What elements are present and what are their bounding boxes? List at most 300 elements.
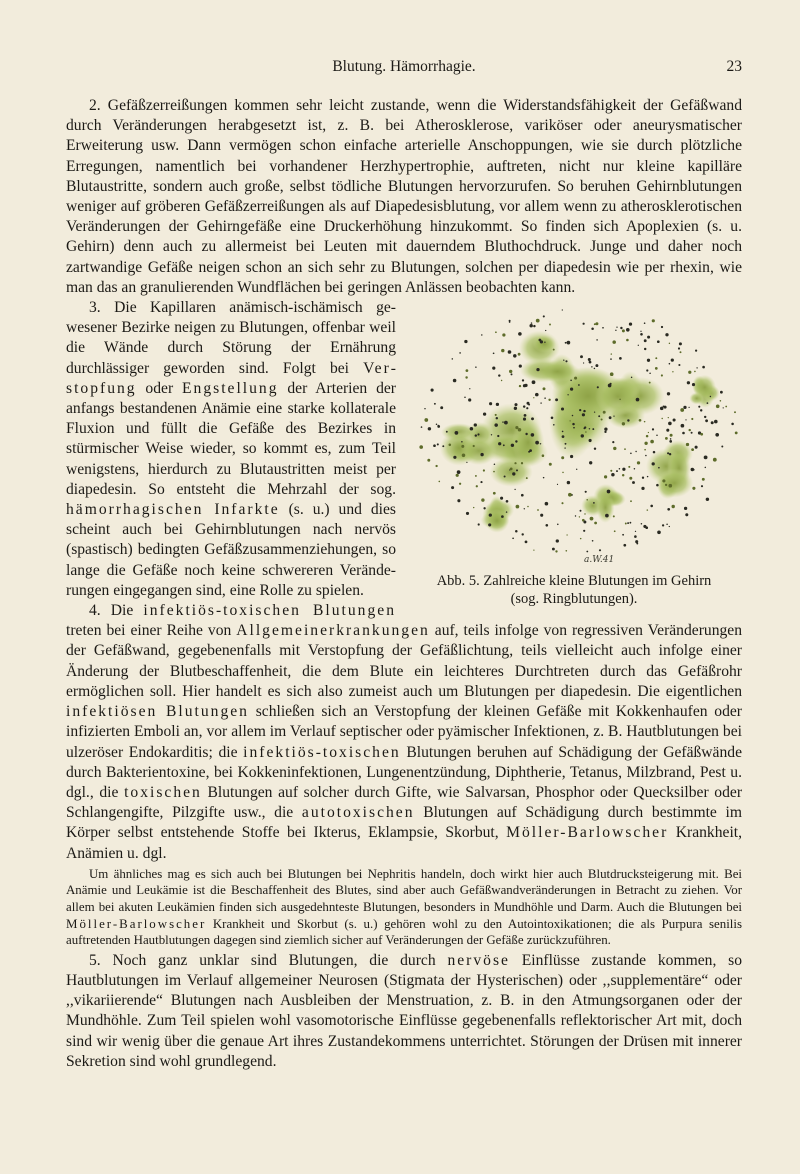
blood-dot (473, 507, 474, 508)
blood-dot (613, 415, 614, 416)
blood-dot (449, 444, 452, 447)
blood-dot (612, 441, 614, 443)
blood-dot (544, 342, 545, 343)
blood-dot (647, 359, 650, 362)
blood-dot (562, 431, 564, 433)
blood-dot (457, 499, 460, 502)
blood-dot (436, 424, 438, 426)
blood-dot (668, 417, 669, 418)
blood-dot (588, 358, 591, 361)
blood-dot (574, 377, 577, 380)
blood-dot (619, 399, 620, 400)
blood-dot (669, 453, 671, 455)
blood-dot (489, 514, 492, 517)
blood-dot (691, 448, 694, 451)
blood-dot (630, 453, 632, 455)
blood-dot (646, 435, 649, 438)
blood-dot (680, 408, 684, 412)
blood-dot (464, 397, 466, 399)
blood-dot (589, 439, 592, 442)
blood-dot (536, 319, 540, 323)
blood-dot (557, 484, 558, 485)
blood-dot (715, 433, 719, 437)
blood-dot (468, 398, 471, 401)
blood-dot (637, 461, 640, 464)
blood-dot (540, 340, 543, 343)
blood-dot (622, 534, 624, 536)
blood-dot (592, 428, 594, 430)
blood-dot (455, 431, 459, 435)
blood-dot (562, 472, 564, 474)
blood-dot (667, 452, 669, 454)
blood-dot (671, 505, 674, 508)
blood-dot (549, 463, 552, 466)
blood-dot (516, 505, 520, 509)
blood-dot (522, 533, 524, 535)
blood-dot (662, 524, 664, 526)
blood-dot (442, 445, 444, 447)
blood-dot (610, 470, 612, 472)
blood-dot (493, 471, 495, 473)
blood-dot (692, 383, 695, 386)
blood-dot (424, 418, 428, 422)
blood-dot (543, 477, 545, 479)
blood-dot (672, 371, 673, 372)
blood-dot (477, 433, 479, 435)
blood-dot (669, 526, 670, 527)
blood-dot (518, 353, 521, 356)
blood-dot (713, 458, 717, 462)
blood-dot (686, 443, 689, 446)
blood-dot (453, 379, 457, 383)
blood-dot (596, 339, 598, 341)
blood-dot (526, 407, 528, 409)
blood-dot (644, 442, 647, 445)
tissue-blotch (485, 509, 509, 533)
blood-dot (660, 407, 664, 411)
blood-dot (544, 397, 546, 399)
blood-dot (511, 373, 513, 375)
blood-dot (572, 423, 574, 425)
blood-dot (525, 433, 527, 435)
blood-dot (501, 349, 504, 352)
blood-dot (610, 358, 612, 360)
blood-dot (695, 446, 698, 449)
blood-dot (466, 462, 467, 463)
blood-dot (552, 548, 555, 551)
blood-dot (519, 385, 521, 387)
blood-dot (483, 469, 485, 471)
blood-dot (562, 435, 565, 438)
blood-dot (646, 369, 648, 371)
blood-dot (680, 351, 682, 353)
blood-dot (693, 469, 695, 471)
blood-dot (556, 539, 559, 542)
blood-dot (545, 330, 546, 331)
blood-dot (427, 459, 430, 462)
blood-dot (565, 550, 567, 552)
blood-dot (483, 507, 485, 509)
blood-dot (582, 413, 585, 416)
blood-dot (531, 322, 532, 323)
blood-dot (665, 333, 668, 336)
blood-dot (470, 427, 474, 431)
blood-dot (645, 455, 647, 457)
running-header (66, 58, 742, 80)
blood-dot (589, 361, 592, 364)
blood-dot (611, 353, 612, 354)
blood-dot (594, 448, 596, 450)
blood-dot (684, 507, 687, 510)
blood-dot (644, 339, 647, 342)
blood-dot (568, 493, 572, 497)
blood-dot (720, 391, 723, 394)
blood-dot (565, 360, 567, 362)
blood-dot (565, 443, 567, 445)
blood-dot (500, 497, 503, 500)
blood-dot (619, 468, 621, 470)
blood-dot (567, 481, 570, 484)
blood-dot (466, 512, 469, 515)
blood-dot (533, 397, 534, 398)
blood-dot (570, 380, 572, 382)
blood-dot (683, 406, 686, 409)
blood-dot (434, 403, 436, 405)
blood-dot (542, 454, 545, 457)
blood-dot (626, 339, 629, 342)
blood-dot (636, 398, 640, 402)
blood-dot (666, 429, 669, 432)
blood-dot (647, 476, 648, 477)
blood-dot (629, 477, 632, 480)
blood-dot (658, 467, 660, 469)
blood-dot (540, 402, 541, 403)
blood-dot (537, 509, 539, 511)
blood-dot (551, 417, 554, 420)
blood-dot (669, 343, 670, 344)
blood-dot (668, 422, 672, 426)
blood-dot (555, 398, 558, 401)
blood-dot (688, 371, 691, 374)
blood-dot (570, 388, 573, 391)
blood-dot (562, 309, 563, 310)
blood-dot (452, 358, 454, 360)
blood-dot (652, 462, 655, 465)
blood-dot (493, 352, 495, 354)
blood-dot (673, 418, 676, 421)
blood-dot (502, 421, 503, 422)
blood-dot (583, 362, 584, 363)
spaced-term: infektiös-toxischen (243, 743, 401, 761)
blood-dot (514, 462, 516, 464)
blood-dot (523, 418, 526, 421)
blood-dot (648, 432, 649, 433)
blood-dot (469, 388, 470, 389)
blood-dot (681, 424, 685, 428)
blood-dot (529, 324, 532, 327)
blood-dot (569, 420, 570, 421)
blood-dot (685, 513, 688, 516)
blood-dot (647, 336, 650, 339)
blood-dot (504, 421, 508, 425)
blood-dot (516, 469, 518, 471)
blood-dot (431, 389, 434, 392)
blood-dot (667, 392, 670, 395)
blood-dot (523, 405, 525, 407)
tissue-blotch (533, 335, 556, 353)
blood-dot (492, 367, 495, 370)
tissue-blotch (693, 375, 716, 400)
blood-dot (521, 462, 523, 464)
blood-dot (514, 407, 517, 410)
blood-dot (583, 530, 585, 532)
blood-dot (466, 369, 469, 372)
blood-dot (725, 406, 727, 408)
blood-dot (584, 426, 586, 428)
brain-hemorrhage-illustration (406, 300, 742, 570)
blood-dot (524, 508, 525, 509)
blood-dot (480, 453, 483, 456)
blood-dot (657, 340, 660, 343)
blood-dot (691, 418, 693, 420)
body-text (66, 96, 742, 1072)
blood-dot (557, 524, 559, 526)
blood-dot (575, 515, 576, 516)
blood-dot (714, 420, 718, 424)
blood-dot (581, 434, 584, 437)
blood-dot (700, 433, 703, 436)
blood-dot (475, 434, 477, 436)
blood-dot (561, 456, 564, 459)
blood-dot (524, 414, 527, 417)
blood-dot (561, 502, 563, 504)
blood-dot (594, 522, 597, 525)
figure-caption (406, 572, 742, 608)
blood-dot (612, 340, 616, 344)
blood-dot (585, 491, 587, 493)
blood-dot (609, 416, 612, 419)
blood-dot (590, 517, 594, 521)
blood-dot (685, 419, 686, 420)
blood-dot (595, 364, 598, 367)
blood-dot (616, 470, 618, 472)
blood-dot (608, 384, 612, 388)
blood-dot (626, 328, 630, 332)
blood-dot (522, 379, 524, 381)
blood-dot (734, 411, 736, 413)
blood-dot (594, 323, 596, 325)
blood-dot (604, 475, 607, 478)
blood-dot (638, 345, 639, 346)
blood-dot (613, 447, 616, 450)
blood-dot (579, 409, 581, 411)
paragraph-3: 3. Die Kapillaren anämisch-ischämisch gewesener Bezirke neigen zu Blutungen, offenbar weil die Wände durch Störung der Ernährung durchlässiger geworden sind. Folgt bei Verstopfung oder Engstellung der Arterien der anfangs bestandenen Anämie eine starke kollaterale Fluxion und füllt die Gefäße des Bezirkes in stürmischer Weise wieder, so kommt es, zum Teil wenigstens, hierdurch zu Blutaustritten meist per diapedesin. So entsteht die Mehrzahl der sog. hämorrhagischen Infarkte (s. u.) und dies scheint auch bei Gehirnblutungen nach nervös (spastisch) bedingten Gefäßzusammenziehungen, so lange die Gefäße noch keine schwereren Veränderungen eingegangen sind, eine Rolle zu spielen. (66, 299, 397, 599)
blood-dot (459, 483, 461, 485)
blood-dot (671, 359, 674, 362)
spaced-term: autotoxischen (301, 804, 415, 822)
blood-dot (451, 486, 454, 489)
blood-dot (465, 376, 467, 378)
blood-dot (570, 455, 573, 458)
blood-dot (526, 477, 528, 479)
blood-dot (593, 502, 595, 504)
blood-dot (446, 431, 448, 433)
blood-dot (515, 426, 518, 429)
blood-dot (461, 445, 464, 448)
blood-dot (515, 440, 517, 442)
blood-dot (665, 437, 668, 440)
blood-dot (605, 514, 609, 518)
blood-dot (511, 444, 514, 447)
blood-dot (661, 418, 662, 419)
blood-dot (598, 415, 600, 417)
blood-dot (644, 449, 646, 451)
blood-dot (656, 484, 659, 487)
blood-dot (635, 451, 636, 452)
blood-dot (462, 454, 466, 458)
blood-dot (475, 366, 477, 368)
blood-dot (506, 500, 509, 503)
blood-dot (576, 469, 577, 470)
blood-dot (627, 419, 629, 421)
blood-dot (580, 510, 582, 512)
blood-dot (453, 456, 456, 459)
blood-dot (501, 380, 502, 381)
blood-dot (687, 381, 690, 384)
blood-dot (518, 332, 522, 336)
paragraph-2: 2. Gefäßzerreißungen kommen sehr leicht zustande, wenn die Widerstandsfähigkeit der Gefäßwand durch Veränderungen herabgesetzt ist, z. B. bei Atherosklerose, variköser oder aneurysmatischer Erweiterung usw. Dann vermögen schon einfache arterielle Anschoppungen, wie sie durch plötzliche Erregungen, namentlich bei vorhandener Herzhypertrophie, auftreten, nicht nur kleine kapilläre Blutaustritte, sondern auch große, selbst tödliche Blutungen hervorzurufen. So beruhen Gehirnblutungen weniger auf gröberen Gefäßzerreißungen als auf Diapedesisblutung, vor allem wenn zu atherosklerotischen Veränderungen der Gehirngefäße eine Druckerhöhung hinzukommt. So finden sich Apoplexien (s. u. Gehirn) denn auch zu allermeist bei Leuten mit dauerndem Bluthochdruck. Junge und daher noch zartwandige Gefäße neigen schon an sich sehr zu Blutungen, solchen per diapedesin wie per rhexin, wie man das an granulierenden Wundflächen bei geringen Anlässen beobachten kann. (66, 97, 742, 296)
blood-dot (642, 477, 644, 479)
blood-dot (641, 523, 643, 525)
blood-dot (553, 424, 555, 426)
blood-dot (716, 405, 720, 409)
blood-dot (473, 445, 475, 447)
blood-dot (489, 402, 492, 405)
blood-dot (585, 431, 587, 433)
blood-dot (692, 487, 695, 490)
blood-dot (513, 354, 516, 357)
tissue-blotch (596, 492, 614, 523)
blood-dot (578, 384, 580, 386)
blood-dot (607, 490, 611, 494)
blood-dot (567, 394, 568, 395)
blood-dot (615, 330, 616, 331)
blood-dot (630, 500, 632, 502)
blood-dot (424, 408, 425, 409)
blood-dot (602, 327, 604, 329)
blood-dot (650, 440, 654, 444)
spaced-term: Verstopfung (66, 359, 396, 397)
blood-dot (521, 494, 524, 497)
blood-dot (543, 387, 546, 390)
blood-dot (506, 511, 507, 512)
blood-dot (583, 323, 585, 325)
blood-dot (689, 429, 691, 431)
blood-dot (464, 340, 467, 343)
blood-dot (670, 434, 673, 437)
blood-dot (723, 407, 724, 408)
tissue-blotch (595, 377, 641, 415)
blood-dot (682, 432, 685, 435)
blood-dot (545, 524, 548, 527)
blood-dot (640, 331, 641, 332)
blood-dot (563, 360, 564, 361)
blood-dot (566, 534, 567, 535)
blood-dot (655, 367, 658, 370)
spaced-term: hämorrhagischen Infarkte (66, 501, 280, 519)
spaced-term: Möller-Barlowscher (66, 916, 207, 931)
page-number: 23 (726, 58, 742, 75)
blood-dot (512, 472, 515, 475)
blood-dot (564, 447, 565, 448)
blood-dot (438, 481, 440, 483)
blood-dot (594, 411, 595, 412)
blood-dot (619, 357, 622, 360)
small-print-note: Um ähnliches mag es sich auch bei Blutungen bei Nephritis handeln, doch wirkt hier auch Blutdrucksteigerung mit. Bei Anämie und Leukämie ist die Beschaffenheit des Blutes, sind aber auch Gefäßwandveränderungen in Betracht zu ziehen. Vor allem bei akuten Leukämien finden sich ausgedehnteste Blutungen, besonders in Mundhöhle und Darm. Auch die Blutungen bei Möller-Barlowscher Krankheit und Skorbut (s. u.) gehören wohl zu den Autointoxikationen; die als Purpura senilis auftretenden Hautblutungen dagegen sind ziemlich sicher auf Veränderungen der Gefäße zurückzuführen. (66, 866, 742, 948)
blood-dot (661, 374, 663, 376)
blood-dot (476, 485, 478, 487)
blood-dot (540, 443, 541, 444)
blood-dot (548, 399, 550, 401)
blood-dot (589, 461, 592, 464)
blood-dot (695, 350, 697, 352)
blood-dot (594, 368, 596, 370)
blood-dot (604, 428, 607, 431)
blood-dot (579, 516, 580, 517)
blood-dot (535, 441, 539, 445)
blood-dot (599, 549, 601, 551)
blood-dot (524, 384, 527, 387)
blood-dot (481, 498, 484, 501)
blood-dot (634, 535, 637, 538)
spaced-term: toxischen (124, 783, 202, 801)
running-title: Blutung. Hämorrhagie. (332, 58, 476, 75)
blood-dot (584, 513, 585, 514)
blood-dot (528, 451, 530, 453)
blood-dot (419, 445, 423, 449)
blood-dot (514, 489, 515, 490)
figure-abb-5 (406, 300, 742, 608)
blood-dot (696, 367, 697, 368)
blood-dot (620, 327, 622, 329)
blood-dot (494, 423, 497, 426)
blood-dot (580, 538, 581, 539)
blood-dot (501, 515, 504, 518)
blood-dot (705, 419, 708, 422)
blood-dot (657, 531, 661, 535)
blood-dot (597, 386, 599, 388)
blood-dot (496, 417, 498, 419)
blood-dot (561, 407, 564, 410)
blood-dot (536, 368, 539, 371)
blood-dot (649, 382, 651, 384)
blood-dot (622, 422, 625, 425)
blood-dot (595, 322, 598, 325)
blood-dot (498, 374, 500, 376)
blood-dot (504, 476, 506, 478)
blood-dot (474, 423, 477, 426)
blood-dot (519, 365, 522, 368)
blood-dot (640, 333, 643, 336)
tissue-blotch (535, 361, 580, 382)
blood-dot (644, 421, 646, 423)
blood-dot (666, 524, 668, 526)
blood-dot (531, 417, 534, 420)
blood-dot (711, 421, 714, 424)
blood-dot (630, 522, 632, 524)
blood-dot (502, 333, 505, 336)
blood-dot (624, 448, 626, 450)
